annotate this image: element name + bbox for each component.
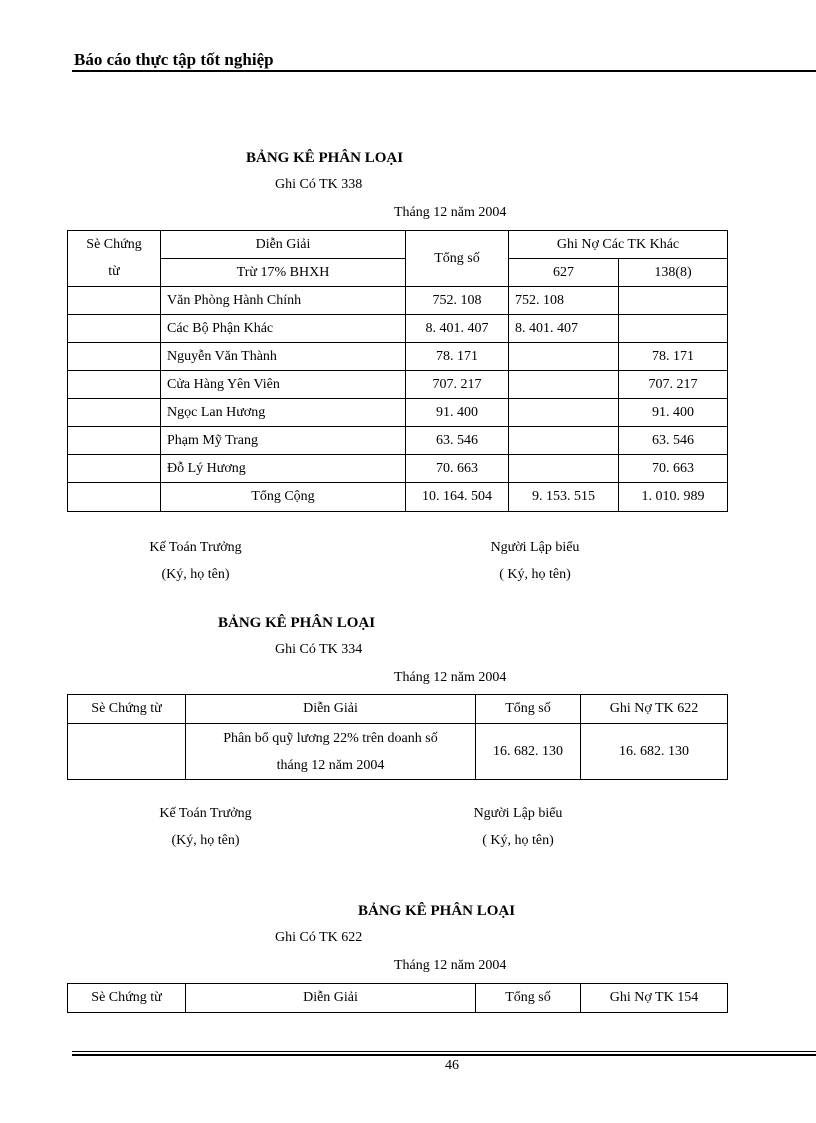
total-cell: 8. 401. 407: [406, 315, 509, 343]
voucher-header-cont: từ: [68, 259, 161, 287]
total-cell: 63. 546: [406, 427, 509, 455]
footer-rule: [72, 1054, 816, 1056]
desc-cell: Phạm Mỹ Trang: [161, 427, 406, 455]
section2-signature-right: [428, 800, 608, 854]
table-row: [68, 427, 728, 455]
total-row: [68, 483, 728, 512]
total-cell: 78. 171: [406, 343, 509, 371]
acc1-cell: [509, 343, 619, 371]
desc-cell: Ngọc Lan Hương: [161, 399, 406, 427]
footer-rule: [72, 1051, 816, 1052]
desc-cell: Các Bộ Phận Khác: [161, 315, 406, 343]
voucher-header: Sè Chứng từ: [68, 984, 186, 1013]
voucher-cell: [68, 483, 161, 512]
signer-note: (Ký, họ tên): [161, 567, 230, 582]
acc1-cell: [509, 399, 619, 427]
section2-header-row: [68, 695, 728, 724]
section1-signature-right: [445, 534, 625, 588]
table-row: [68, 399, 728, 427]
table-row: [68, 371, 728, 399]
desc-cell: Đỗ Lý Hương: [161, 455, 406, 483]
acc2-cell: 707. 217: [619, 371, 728, 399]
debit-cell: 16. 682. 130: [581, 724, 728, 780]
section1-table: [67, 230, 728, 512]
acc2-cell: 91. 400: [619, 399, 728, 427]
desc-cell: Cửa Hàng Yên Viên: [161, 371, 406, 399]
section2-title: BẢNG KÊ PHÂN LOẠI: [218, 615, 376, 631]
section1-subtitle: Ghi Có TK 338: [275, 177, 363, 192]
voucher-cell: [68, 371, 161, 399]
signer-note: ( Ký, họ tên): [482, 833, 554, 848]
debit-header: Ghi Nợ TK 622: [581, 695, 728, 724]
table-row: [68, 315, 728, 343]
total-header: Tổng số: [476, 695, 581, 724]
section1-month: Tháng 12 năm 2004: [394, 205, 507, 220]
table-row: [68, 343, 728, 371]
page-number: 46: [445, 1058, 459, 1073]
total-cell: 752. 108: [406, 287, 509, 315]
section1-header-row: [68, 231, 728, 259]
total-cell: 707. 217: [406, 371, 509, 399]
table-row: [68, 455, 728, 483]
section3-title: BẢNG KÊ PHÂN LOẠI: [358, 903, 516, 919]
acc2-total-cell: 1. 010. 989: [619, 483, 728, 512]
desc-header: Diễn Giải: [186, 984, 476, 1013]
debit-group-header: Ghi Nợ Các TK Khác: [509, 231, 728, 259]
total-header: Tổng số: [476, 984, 581, 1013]
signer-note: (Ký, họ tên): [171, 833, 240, 848]
desc-header: Diễn Giải: [161, 231, 406, 259]
voucher-cell: [68, 399, 161, 427]
voucher-cell: [68, 724, 186, 780]
signer-role: Người Lập biểu: [490, 540, 580, 555]
table-row: [68, 724, 728, 780]
section2-month: Tháng 12 năm 2004: [394, 670, 507, 685]
acc2-cell: 63. 546: [619, 427, 728, 455]
acc1-cell: 8. 401. 407: [509, 315, 619, 343]
signer-note: ( Ký, họ tên): [499, 567, 571, 582]
section3-header-row: [68, 984, 728, 1013]
desc-cell: Văn Phòng Hành Chính: [161, 287, 406, 315]
acc1-header: 627: [509, 259, 619, 287]
acc1-total-cell: 9. 153. 515: [509, 483, 619, 512]
desc-header: Diễn Giải: [186, 695, 476, 724]
grand-total-cell: 10. 164. 504: [406, 483, 509, 512]
report-header-title: Báo cáo thực tập tốt nghiệp: [74, 50, 274, 69]
voucher-cell: [68, 427, 161, 455]
total-label: Tổng Cộng: [161, 483, 406, 512]
voucher-cell: [68, 315, 161, 343]
debit-header: Ghi Nợ TK 154: [581, 984, 728, 1013]
acc1-cell: [509, 371, 619, 399]
total-cell: 16. 682. 130: [476, 724, 581, 780]
acc1-cell: [509, 455, 619, 483]
desc-cell: [186, 724, 476, 780]
section1-signature-left: [118, 534, 273, 588]
section3-month: Tháng 12 năm 2004: [394, 958, 507, 973]
voucher-cell: [68, 455, 161, 483]
signer-role: Kế Toán Trưởng: [149, 540, 242, 555]
desc-line: tháng 12 năm 2004: [276, 757, 385, 773]
total-header: Tổng số: [406, 231, 509, 287]
total-cell: 91. 400: [406, 399, 509, 427]
section3-table: [67, 983, 728, 1013]
section2-subtitle: Ghi Có TK 334: [275, 642, 363, 657]
acc2-header: 138(8): [619, 259, 728, 287]
acc2-cell: [619, 315, 728, 343]
section2-table: [67, 694, 728, 780]
desc-subheader: Trừ 17% BHXH: [161, 259, 406, 287]
total-cell: 70. 663: [406, 455, 509, 483]
section1-title: BẢNG KÊ PHÂN LOẠI: [246, 150, 404, 166]
acc2-cell: 78. 171: [619, 343, 728, 371]
voucher-cell: [68, 343, 161, 371]
voucher-cell: [68, 287, 161, 315]
acc1-cell: [509, 427, 619, 455]
acc2-cell: 70. 663: [619, 455, 728, 483]
header-rule: [72, 70, 816, 72]
signer-role: Người Lập biểu: [473, 806, 563, 821]
acc1-cell: 752. 108: [509, 287, 619, 315]
table-row: [68, 287, 728, 315]
voucher-header: Sè Chứng từ: [68, 695, 186, 724]
section2-signature-left: [128, 800, 283, 854]
voucher-header: Sè Chứng: [68, 231, 161, 259]
desc-line: Phân bổ quỹ lương 22% trên doanh số: [223, 730, 438, 746]
desc-cell: Nguyễn Văn Thành: [161, 343, 406, 371]
signer-role: Kế Toán Trưởng: [159, 806, 252, 821]
section1-subheader-row: [68, 259, 728, 287]
section3-subtitle: Ghi Có TK 622: [275, 930, 363, 945]
acc2-cell: [619, 287, 728, 315]
